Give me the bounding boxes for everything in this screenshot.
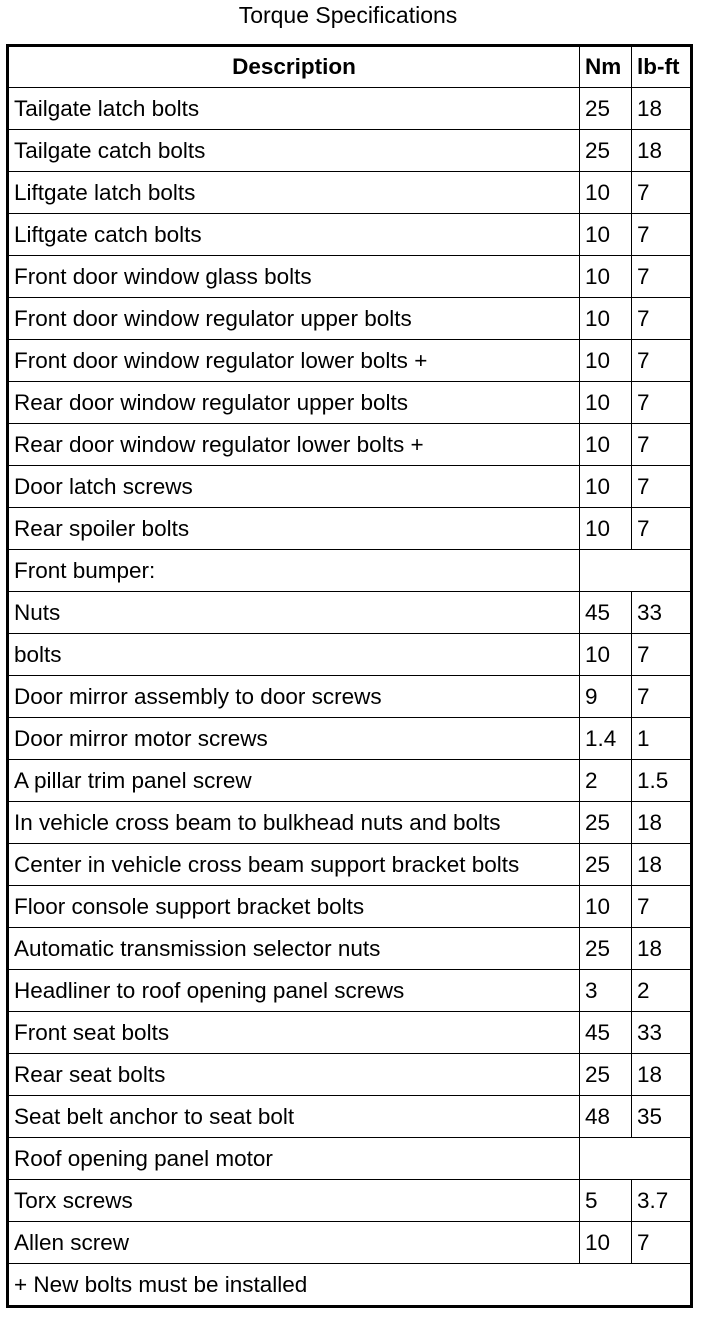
table-row: [8, 466, 692, 508]
cell-lbft: 7: [632, 340, 692, 382]
cell-lbft: 18: [632, 802, 692, 844]
cell-description: Front door window regulator lower bolts +: [8, 340, 580, 382]
cell-lbft: 7: [632, 382, 692, 424]
table-row: [8, 634, 692, 676]
cell-lbft: 7: [632, 508, 692, 550]
footnote-text: + New bolts must be installed: [8, 1264, 692, 1307]
cell-lbft: 7: [632, 1222, 692, 1264]
table-row: [8, 340, 692, 382]
cell-nm: 10: [580, 298, 632, 340]
cell-description: Door latch screws: [8, 466, 580, 508]
cell-nm: 3: [580, 970, 632, 1012]
cell-nm: 10: [580, 340, 632, 382]
cell-lbft: 1: [632, 718, 692, 760]
table-row: [8, 886, 692, 928]
table-row: [8, 1012, 692, 1054]
cell-lbft: 18: [632, 1054, 692, 1096]
cell-lbft: 18: [632, 130, 692, 172]
table-row: [8, 130, 692, 172]
cell-nm: 10: [580, 424, 632, 466]
column-header-description: Description: [8, 46, 580, 88]
cell-nm: 25: [580, 802, 632, 844]
table-row: [8, 214, 692, 256]
cell-description: Center in vehicle cross beam support bracket bolts: [8, 844, 580, 886]
cell-lbft: 7: [632, 298, 692, 340]
cell-description: Torx screws: [8, 1180, 580, 1222]
cell-lbft: 7: [632, 172, 692, 214]
cell-lbft: 1.5: [632, 760, 692, 802]
table-row: [8, 760, 692, 802]
cell-nm: 10: [580, 466, 632, 508]
cell-nm: 25: [580, 928, 632, 970]
cell-nm: 45: [580, 592, 632, 634]
table-row: [8, 256, 692, 298]
torque-spec-table: [6, 44, 693, 1308]
cell-nm: 25: [580, 88, 632, 130]
cell-description: Tailgate catch bolts: [8, 130, 580, 172]
table-header-row: [8, 46, 692, 88]
cell-nm: 5: [580, 1180, 632, 1222]
page-title: Torque Specifications: [238, 2, 458, 28]
table-row: [8, 424, 692, 466]
cell-description: In vehicle cross beam to bulkhead nuts and bolts: [8, 802, 580, 844]
cell-description: A pillar trim panel screw: [8, 760, 580, 802]
cell-nm: 1.4: [580, 718, 632, 760]
table-row: [8, 172, 692, 214]
cell-description: Nuts: [8, 592, 580, 634]
table-row: [8, 1054, 692, 1096]
table-row: [8, 718, 692, 760]
cell-description: Rear seat bolts: [8, 1054, 580, 1096]
table-row: [8, 592, 692, 634]
cell-description: Door mirror motor screws: [8, 718, 580, 760]
cell-description: Front seat bolts: [8, 1012, 580, 1054]
cell-nm: 10: [580, 256, 632, 298]
cell-description: Front door window regulator upper bolts: [8, 298, 580, 340]
cell-lbft: 18: [632, 928, 692, 970]
table-row: [8, 298, 692, 340]
table-row: [8, 844, 692, 886]
cell-nm: 10: [580, 634, 632, 676]
table-group-row: [8, 1138, 692, 1180]
cell-description: Front bumper:: [8, 550, 580, 592]
cell-description: Liftgate catch bolts: [8, 214, 580, 256]
cell-description: Rear door window regulator lower bolts +: [8, 424, 580, 466]
table-row: [8, 382, 692, 424]
cell-nm: 10: [580, 508, 632, 550]
table-row: [8, 802, 692, 844]
table-row: [8, 1180, 692, 1222]
column-header-nm: Nm: [580, 46, 632, 88]
cell-description: Allen screw: [8, 1222, 580, 1264]
cell-description: bolts: [8, 634, 580, 676]
cell-description: Floor console support bracket bolts: [8, 886, 580, 928]
cell-lbft: 35: [632, 1096, 692, 1138]
cell-nm: 10: [580, 214, 632, 256]
table-row: [8, 88, 692, 130]
cell-nm: 48: [580, 1096, 632, 1138]
cell-nm: 10: [580, 1222, 632, 1264]
table-group-row: [8, 550, 692, 592]
cell-nm: 25: [580, 130, 632, 172]
cell-nm: 10: [580, 382, 632, 424]
cell-description: Tailgate latch bolts: [8, 88, 580, 130]
table-row: [8, 1096, 692, 1138]
cell-lbft: 7: [632, 676, 692, 718]
cell-lbft: 33: [632, 1012, 692, 1054]
table-row: [8, 1222, 692, 1264]
cell-lbft: 2: [632, 970, 692, 1012]
cell-lbft: 18: [632, 844, 692, 886]
cell-nm: 25: [580, 1054, 632, 1096]
cell-description: Door mirror assembly to door screws: [8, 676, 580, 718]
cell-description: Roof opening panel motor: [8, 1138, 580, 1180]
cell-description: Rear spoiler bolts: [8, 508, 580, 550]
table-row: [8, 508, 692, 550]
cell-lbft: 18: [632, 88, 692, 130]
cell-nm: 10: [580, 172, 632, 214]
cell-lbft: 7: [632, 424, 692, 466]
cell-lbft: 7: [632, 634, 692, 676]
cell-lbft: 3.7: [632, 1180, 692, 1222]
cell-description: Seat belt anchor to seat bolt: [8, 1096, 580, 1138]
cell-description: Automatic transmission selector nuts: [8, 928, 580, 970]
cell-nm: 2: [580, 760, 632, 802]
footnote-row: [8, 1264, 692, 1307]
cell-description: Headliner to roof opening panel screws: [8, 970, 580, 1012]
column-header-lbft: lb-ft: [632, 46, 692, 88]
cell-empty: [580, 550, 692, 592]
cell-lbft: 7: [632, 886, 692, 928]
cell-nm: 25: [580, 844, 632, 886]
table-body: [8, 88, 692, 1307]
cell-lbft: 7: [632, 466, 692, 508]
cell-description: Rear door window regulator upper bolts: [8, 382, 580, 424]
cell-empty: [580, 1138, 692, 1180]
table-row: [8, 970, 692, 1012]
table-row: [8, 676, 692, 718]
table-row: [8, 928, 692, 970]
cell-nm: 9: [580, 676, 632, 718]
cell-description: Liftgate latch bolts: [8, 172, 580, 214]
cell-lbft: 7: [632, 214, 692, 256]
cell-nm: 45: [580, 1012, 632, 1054]
cell-nm: 10: [580, 886, 632, 928]
cell-description: Front door window glass bolts: [8, 256, 580, 298]
cell-lbft: 33: [632, 592, 692, 634]
cell-lbft: 7: [632, 256, 692, 298]
